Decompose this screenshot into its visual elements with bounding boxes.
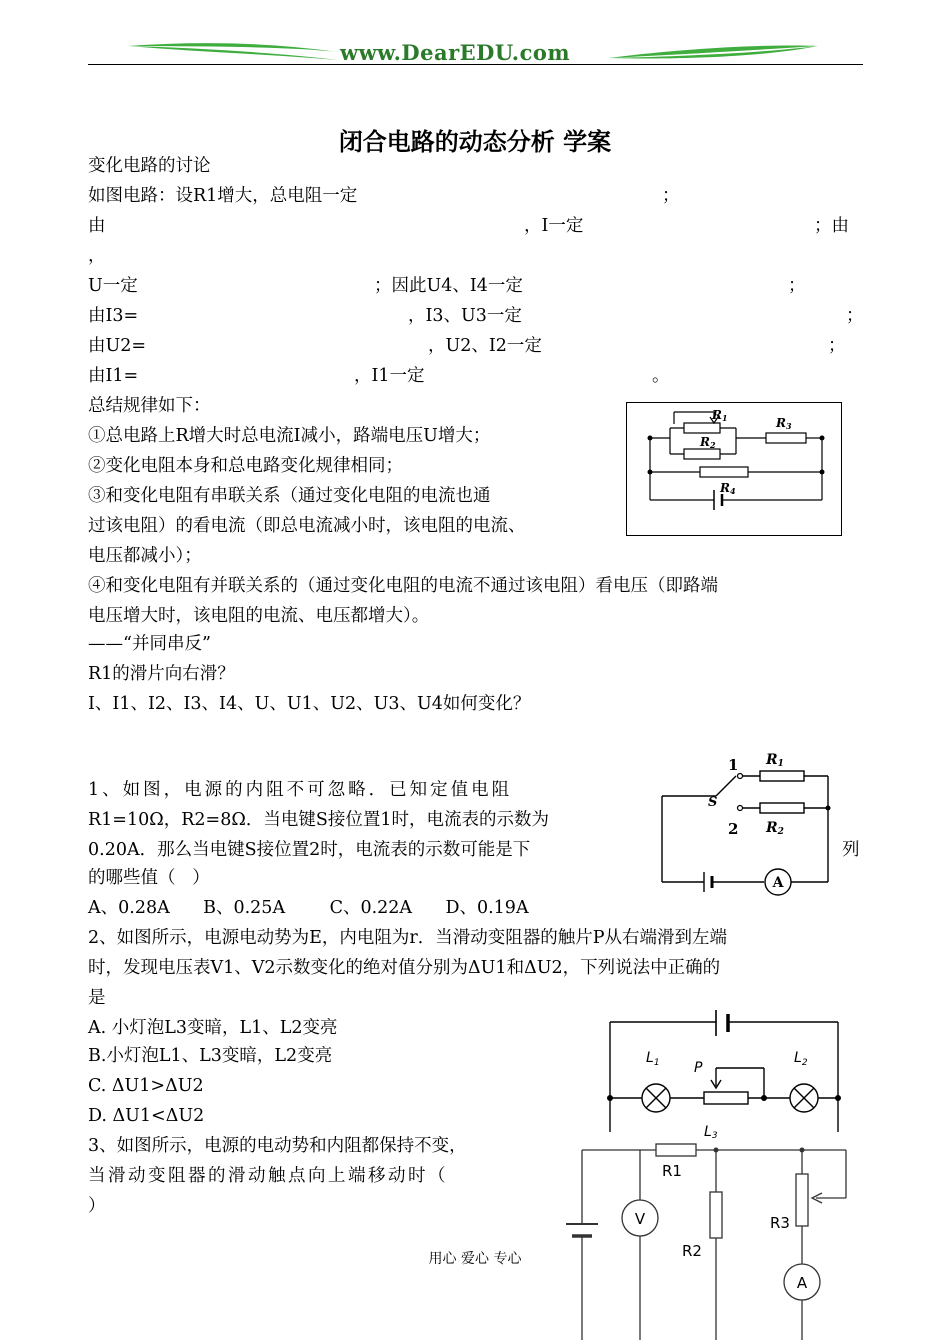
problem-2-line: 时，发现电压表V1、V2示数变化的绝对值分别为ΔU1和ΔU2，下列说法中正确的 bbox=[88, 958, 721, 978]
switch-position-1: 1 bbox=[728, 756, 739, 774]
text-line: 由 bbox=[88, 216, 106, 236]
label-r4: R4 bbox=[720, 481, 736, 496]
label-l2: $L_2$ bbox=[794, 1050, 808, 1068]
label-l1: $L_1$ bbox=[646, 1050, 660, 1068]
question-line: R1的滑片向右滑？ bbox=[88, 664, 235, 684]
circuit-diagram-2 bbox=[656, 748, 836, 894]
label-r1: R1 bbox=[766, 752, 784, 769]
site-logo[interactable]: www.DearEDU.com bbox=[340, 40, 571, 65]
text-line: ；因此U4、I4一定 bbox=[374, 276, 523, 296]
page-footer: 用心 爱心 专心 bbox=[428, 1251, 522, 1267]
problem-2-line: 2、如图所示，电源电动势为E，内电阻为r．当滑动变阻器的触片P从右端滑到左端 bbox=[88, 928, 728, 948]
ammeter-label: A bbox=[772, 875, 784, 891]
page-title: 闭合电路的动态分析 学案 bbox=[338, 128, 612, 156]
problem-2-option-b: B.小灯泡L1、L3变暗，L2变亮 bbox=[88, 1046, 333, 1066]
problem-2-option-a: A. 小灯泡L3变暗，L1、L2变亮 bbox=[88, 1018, 338, 1038]
voltmeter-label: V bbox=[634, 1210, 646, 1228]
problem-3-line: 3、如图所示，电源的电动势和内阻都保持不变， bbox=[88, 1136, 467, 1156]
text-line: ； bbox=[662, 186, 680, 206]
problem-1-line: 的哪些值（ ） bbox=[88, 868, 210, 888]
problem-3-line: ） bbox=[88, 1196, 106, 1216]
problem-2-option-d: D. ΔU1<ΔU2 bbox=[88, 1106, 205, 1126]
label-r2: R2 bbox=[682, 1242, 702, 1260]
rule-item: 过该电阻）的看电流（即总电流减小时，该电阻的电流、 bbox=[88, 516, 526, 536]
label-r2: R2 bbox=[766, 820, 784, 837]
problem-1-line: 1、如图，电源的内阻不可忽略．已知定值电阻 bbox=[88, 780, 513, 800]
text-line: 由I3= bbox=[88, 306, 139, 326]
label-r3: R3 bbox=[776, 416, 792, 431]
problem-3-line: 当滑动变阻器的滑动触点向上端移动时（ bbox=[88, 1166, 448, 1186]
text-line: ； bbox=[846, 306, 864, 326]
rule-item: ③和变化电阻有串联关系（通过变化电阻的电流也通 bbox=[88, 486, 491, 506]
text-line: ，I3、U3一定 bbox=[408, 306, 522, 326]
problem-1-line: R1=10Ω，R2=8Ω．当电键S接位置1时，电流表的示数为 bbox=[88, 810, 549, 830]
label-p: P bbox=[694, 1060, 703, 1076]
problem-1-line: 列 bbox=[842, 840, 860, 860]
rule-item: ②变化电阻本身和总电路变化规律相同； bbox=[88, 456, 403, 476]
problem-2-line: 是 bbox=[88, 988, 106, 1008]
rule-item: 电压增大时，该电阻的电流、电压都增大）。 bbox=[88, 606, 430, 626]
text-line: ，U2、I2一定 bbox=[428, 336, 542, 356]
text-line: ； bbox=[788, 276, 806, 296]
problem-1-options: A、0.28A B、0.25A C、0.22A D、0.19A bbox=[88, 898, 529, 918]
header-divider bbox=[88, 64, 863, 65]
text-line: 由I1= bbox=[88, 366, 139, 386]
text-line: 总结规律如下： bbox=[88, 396, 211, 416]
problem-1-line: 0.20A．那么当电键S接位置2时，电流表的示数可能是下 bbox=[88, 840, 531, 860]
text-line: U一定 bbox=[88, 276, 138, 296]
label-r3: R3 bbox=[770, 1214, 790, 1232]
text-line: ； bbox=[828, 336, 846, 356]
text-line: 变化电路的讨论 bbox=[88, 156, 211, 176]
circuit-diagram-4 bbox=[556, 1140, 856, 1342]
text-line: ，I一定 bbox=[524, 216, 584, 236]
text-line: ，I1一定 bbox=[354, 366, 425, 386]
text-line: ， bbox=[88, 246, 106, 266]
label-r1: R1 bbox=[712, 408, 728, 423]
label-l3: L3 bbox=[704, 1124, 718, 1141]
rule-item: 电压都减小）； bbox=[88, 546, 202, 566]
circuit-diagram-1 bbox=[626, 402, 842, 536]
text-line: 如图电路：设R1增大，总电阻一定 bbox=[88, 186, 358, 206]
problem-2-option-c: C. ΔU1>ΔU2 bbox=[88, 1076, 204, 1096]
label-r1: R1 bbox=[662, 1162, 682, 1180]
ammeter-label: A bbox=[796, 1274, 808, 1292]
question-line: I、I1、I2、I3、I4、U、U1、U2、U3、U4如何变化？ bbox=[88, 694, 531, 714]
switch-position-2: 2 bbox=[728, 820, 739, 838]
switch-label: S bbox=[708, 795, 718, 810]
label-r2: R2 bbox=[700, 435, 716, 450]
rule-item: ④和变化电阻有并联关系的（通过变化电阻的电流不通过该电阻）看电压（即路端 bbox=[88, 576, 718, 596]
text-line: 由U2= bbox=[88, 336, 147, 356]
rule-item: ①总电路上R增大时总电流I减小，路端电压U增大； bbox=[88, 426, 491, 446]
circuit-diagram-3 bbox=[606, 1006, 846, 1141]
text-line: 。 bbox=[652, 366, 670, 386]
text-line: ——“并同串反” bbox=[88, 634, 211, 654]
text-line: ；由 bbox=[814, 216, 849, 236]
